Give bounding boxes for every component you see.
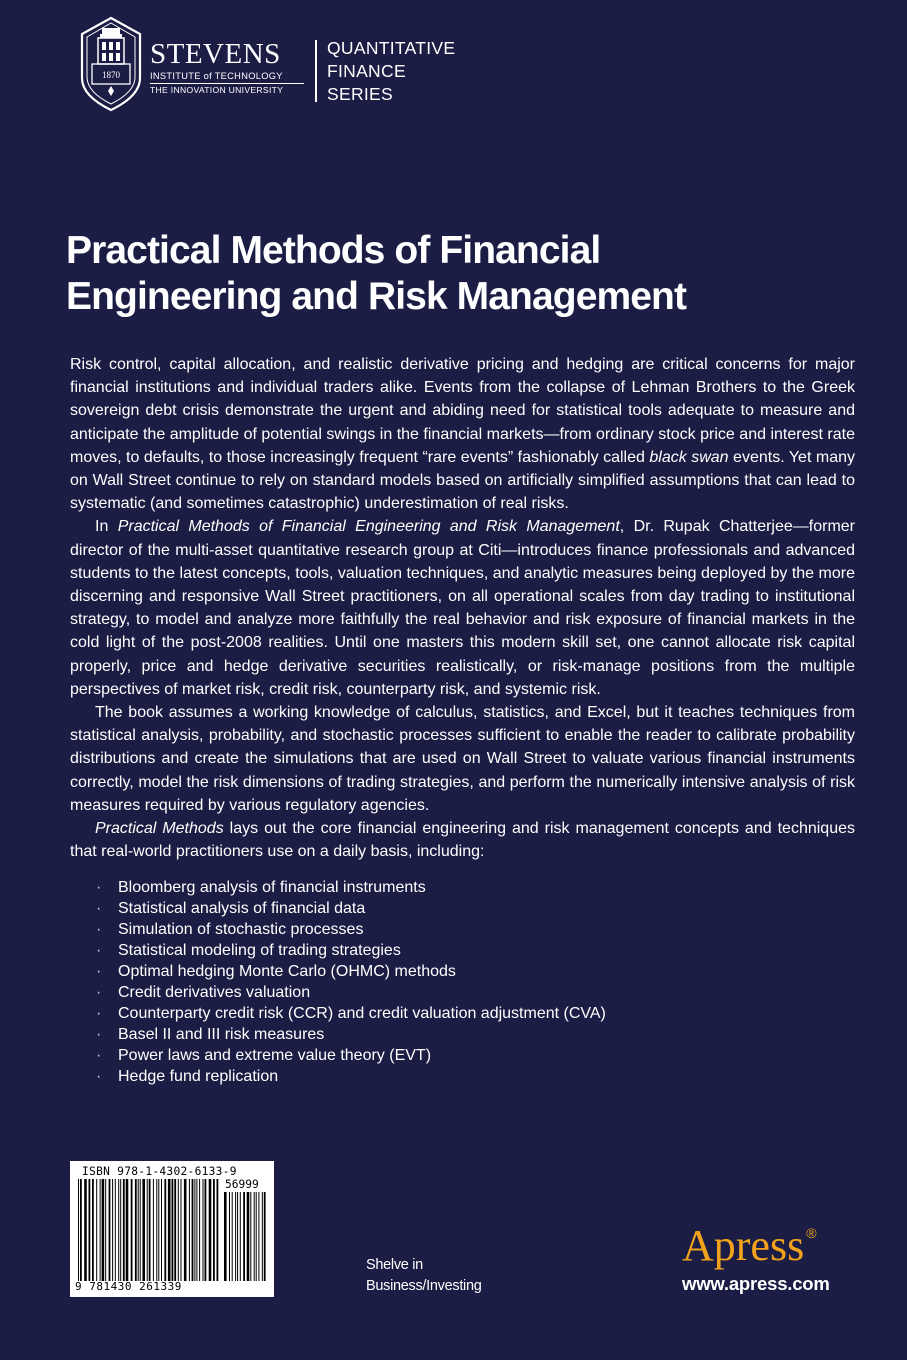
- barcode-bar: [84, 1179, 87, 1281]
- barcode-bar: [174, 1179, 176, 1281]
- description-paragraph: [70, 817, 855, 863]
- feature-text: Credit derivatives valuation: [118, 984, 311, 1001]
- bullet-icon: ·: [96, 1068, 102, 1085]
- paragraph-text: In: [95, 518, 118, 536]
- series-line: SERIES: [327, 84, 393, 104]
- shelve-category: Business/Investing: [366, 1278, 482, 1294]
- paragraph-text: events. Yet many on Wall Street continue to rely on standard models based on artificially simplified assumptions that can lead to systematic (and sometimes catastrophic) underestimation of real risks.: [70, 448, 855, 513]
- feature-text: Basel II and III risk measures: [118, 1026, 325, 1043]
- feature-item: [96, 898, 796, 919]
- barcode-bar: [164, 1179, 166, 1281]
- emphasis: Practical Methods of Financial Engineering and Risk Management: [117, 518, 620, 536]
- barcode-bar: [247, 1192, 250, 1281]
- barcode-bar: [192, 1179, 194, 1281]
- feature-text: Statistical analysis of financial data: [118, 900, 366, 917]
- barcode-bar: [240, 1192, 241, 1281]
- feature-text: Bloomberg analysis of financial instruments: [118, 879, 426, 896]
- barcode-bars: [78, 1179, 220, 1281]
- barcode-bar: [153, 1179, 154, 1281]
- barcode-bar: [264, 1192, 266, 1281]
- barcode-bar: [205, 1179, 207, 1281]
- barcode-bar: [126, 1179, 129, 1281]
- bullet-icon: ·: [96, 984, 102, 1001]
- barcode-bar: [105, 1179, 106, 1281]
- feature-text: Statistical modeling of trading strategies: [118, 942, 401, 959]
- barcode-bar: [115, 1179, 116, 1281]
- bullet-icon: ·: [96, 921, 102, 938]
- barcode-bar: [258, 1192, 259, 1281]
- barcode-bar: [250, 1192, 251, 1281]
- divider: [150, 83, 304, 84]
- institution-name: STEVENS: [150, 38, 281, 70]
- bullet-icon: ·: [96, 1026, 102, 1043]
- shelving-category: [366, 1255, 482, 1297]
- feature-text: Simulation of stochastic processes: [118, 921, 364, 938]
- barcode-bar: [89, 1179, 91, 1281]
- isbn-label: ISBN 978-1-4302-6133-9: [82, 1165, 237, 1178]
- book-title: [66, 228, 846, 320]
- bullet-icon: ·: [96, 900, 102, 917]
- barcode-bar: [149, 1179, 151, 1281]
- barcode-bar: [142, 1179, 145, 1281]
- isbn-digits: 9 781430 261339: [75, 1280, 182, 1293]
- feature-list: [96, 877, 796, 1087]
- shelve-label: Shelve in: [366, 1257, 423, 1273]
- bullet-icon: ·: [96, 1047, 102, 1064]
- title-line: Engineering and Risk Management: [66, 275, 687, 318]
- barcode-bar: [138, 1179, 139, 1281]
- barcode-bar: [243, 1192, 245, 1281]
- barcode-bar: [156, 1179, 157, 1281]
- feature-text: Optimal hedging Monte Carlo (OHMC) methods: [118, 963, 456, 980]
- barcode-bar: [96, 1179, 97, 1281]
- bullet-icon: ·: [96, 963, 102, 980]
- apress-logo: [682, 1221, 817, 1270]
- barcode-bar: [78, 1179, 79, 1281]
- description-paragraph: The book assumes a working knowledge of calculus, statistics, and Excel, but it teaches techniques from statistical analysis, probability, and stochastic processes sufficient to enable the reader to calibrate probability distributions and create the simulations that are used on Wall Street to valuate various financial instruments correctly, model the risk dimensions of trading strategies, and perform the numerically intensive analysis of risk measures required by various regulatory agencies.: [70, 704, 855, 814]
- series-line: FINANCE: [327, 61, 406, 81]
- barcode-bar: [102, 1179, 105, 1281]
- barcode-bar: [254, 1192, 255, 1281]
- barcode-bar: [189, 1179, 190, 1281]
- isbn-barcode: [70, 1161, 274, 1297]
- bullet-icon: ·: [96, 942, 102, 959]
- book-description: [70, 353, 855, 863]
- barcode-bar: [237, 1192, 238, 1281]
- feature-item: [96, 1003, 796, 1024]
- barcode-bar: [217, 1179, 219, 1281]
- bullet-icon: ·: [96, 879, 102, 896]
- barcode-bar: [140, 1179, 141, 1281]
- description-paragraph: [70, 515, 855, 701]
- barcode-bar: [120, 1179, 121, 1281]
- paragraph-text: , Dr. Rupak Chatterjee—former director of the multi-asset quantitative research group at Citi—introduces finance professionals and advanced students to the latest concepts, tools, valuation techniques, and analytic measures being deployed by the more discerning and responsive Wall Street practitioners, on all operational scales from day trading to institutional strategy, to model and analyze more faithfully the real behavior and risk exposure of financial markets in the cold light of the post-2008 realities. Until one masters this modern skill set, one cannot allocate risk capital properly, price and hedge derivative securities realistically, or risk-manage positions from the multiple perspectives of market risk, credit risk, counterparty risk, and systemic risk.: [70, 518, 855, 698]
- barcode-bar: [112, 1179, 113, 1281]
- description-paragraph: [70, 353, 855, 515]
- institution-tagline: THE INNOVATION UNIVERSITY: [150, 85, 284, 95]
- feature-text: Counterparty credit risk (CCR) and credit valuation adjustment (CVA): [118, 1005, 606, 1022]
- barcode-bar: [181, 1179, 182, 1281]
- feature-text: Power laws and extreme value theory (EVT): [118, 1047, 432, 1064]
- feature-item: [96, 961, 796, 982]
- title-line: Practical Methods of Financial: [66, 229, 601, 272]
- feature-item: [96, 940, 796, 961]
- stevens-seal-logo: [78, 16, 144, 112]
- barcode-bar: [232, 1192, 233, 1281]
- barcode-bar: [209, 1179, 212, 1281]
- emphasis: Practical Methods: [95, 820, 224, 838]
- barcode-bar: [256, 1192, 257, 1281]
- barcode-bar: [172, 1179, 174, 1281]
- bullet-icon: ·: [96, 1005, 102, 1022]
- barcode-bar: [224, 1192, 227, 1281]
- barcode-bar: [178, 1179, 179, 1281]
- barcode-bar: [147, 1179, 148, 1281]
- barcode-bar: [196, 1179, 197, 1281]
- publisher-url: www.apress.com: [682, 1273, 830, 1294]
- registered-mark: ®: [806, 1225, 817, 1241]
- emphasis: black swan: [649, 448, 729, 466]
- header-divider: [315, 40, 317, 102]
- barcode-addon-bars: [224, 1192, 268, 1281]
- feature-item: [96, 1024, 796, 1045]
- barcode-bar: [80, 1179, 82, 1281]
- paragraph-text: Risk control, capital allocation, and realistic derivative pricing and hedging are critical concerns for major financial institutions and individual traders alike. Events from the collapse of Lehman Brothers to the Greek sovereign debt crisis demonstrate the urgent and abiding need for statistical tools adequate to measure and anticipate the amplitude of potential swings in the financial markets—from ordinary stock price and interest rate moves, to defaults, to those increasingly frequent “rare events” fashionably called: [70, 356, 855, 466]
- institution-subtitle: INSTITUTE of TECHNOLOGY: [150, 71, 283, 81]
- series-name: [327, 37, 455, 106]
- barcode-bar: [123, 1179, 125, 1281]
- barcode-bar: [168, 1179, 171, 1281]
- feature-text: Hedge fund replication: [118, 1068, 279, 1085]
- series-line: QUANTITATIVE: [327, 38, 456, 58]
- barcode-bar: [109, 1179, 111, 1281]
- barcode-bar: [213, 1179, 215, 1281]
- barcode-bar: [229, 1192, 230, 1281]
- feature-item: [96, 1045, 796, 1066]
- feature-item: [96, 982, 796, 1003]
- barcode-bar: [161, 1179, 162, 1281]
- publisher-header: [78, 16, 478, 112]
- barcode-bar: [203, 1179, 204, 1281]
- barcode-bar: [131, 1179, 133, 1281]
- feature-item: [96, 1066, 796, 1087]
- seal-year: 1870: [102, 70, 120, 80]
- barcode-bar: [235, 1192, 236, 1281]
- barcode-bar: [184, 1179, 187, 1281]
- barcode-bar: [194, 1179, 195, 1281]
- barcode-bar: [199, 1179, 200, 1281]
- barcode-bar: [118, 1179, 119, 1281]
- barcode-bar: [262, 1192, 263, 1281]
- barcode-bar: [135, 1179, 137, 1281]
- feature-item: [96, 877, 796, 898]
- paragraph-text: lays out the core financial engineering and risk management concepts and techniques that real-world practitioners use on a daily basis, including:: [70, 820, 855, 861]
- publisher-name: Apress: [682, 1221, 805, 1270]
- barcode-bar: [100, 1179, 101, 1281]
- barcode-bar: [158, 1179, 159, 1281]
- feature-item: [96, 919, 796, 940]
- price-code: 56999: [225, 1178, 259, 1191]
- barcode-bar: [92, 1179, 94, 1281]
